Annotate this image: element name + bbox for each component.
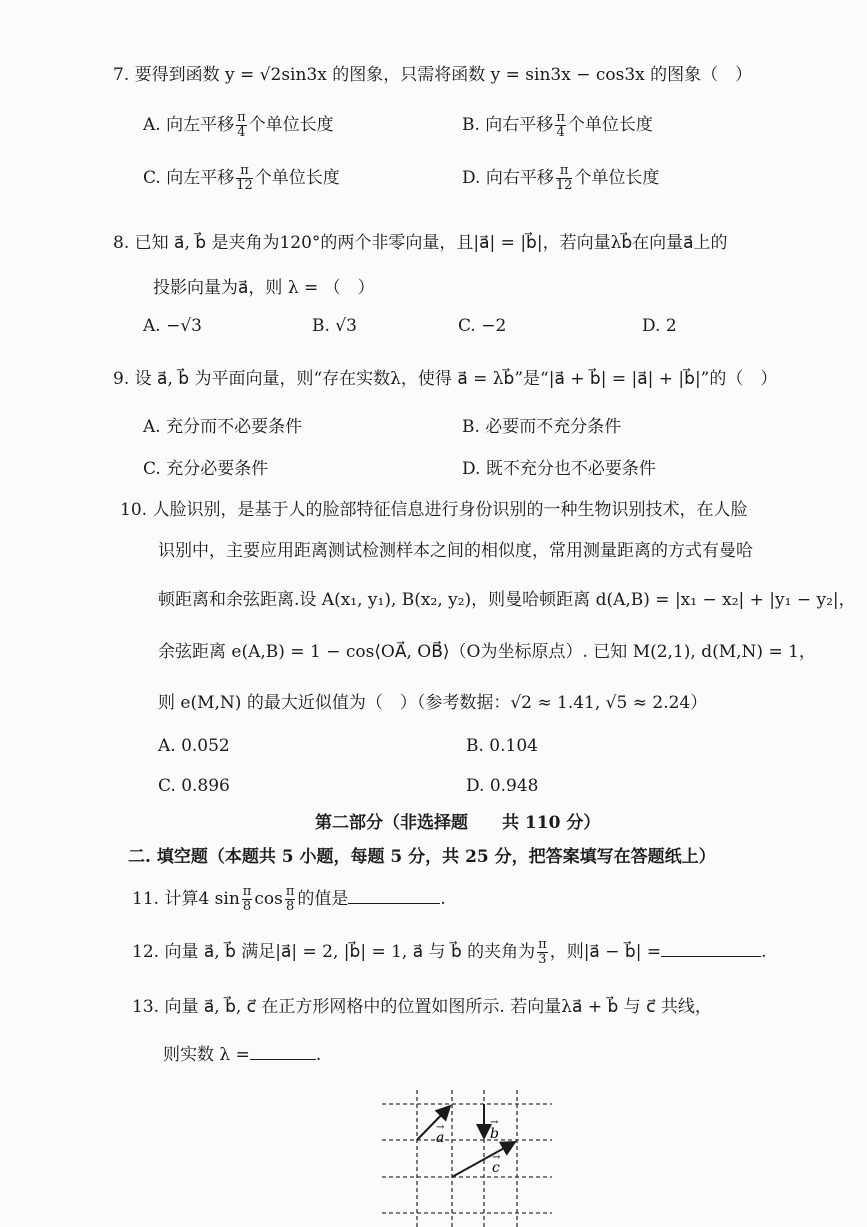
vector-c-arrow-mark: → bbox=[492, 1152, 501, 1163]
vector-b-arrow-mark: → bbox=[490, 1117, 499, 1128]
q7-option-c: C. 向左平移 $\frac{\pi}{12}$ 个单位长度 bbox=[143, 163, 340, 193]
q8-option-d: D. 2 bbox=[642, 316, 677, 336]
q9-option-d: D. 既不充分也不必要条件 bbox=[462, 459, 656, 479]
vector-a-arrow-mark: → bbox=[436, 1122, 445, 1133]
q10-stem-line1: 10. 人脸识别，是基于人的脸部特征信息进行身份识别的一种生物识别技术，在人脸 bbox=[120, 500, 748, 520]
q12-answer-blank[interactable] bbox=[661, 956, 761, 957]
q8-option-b: B. √3 bbox=[312, 316, 357, 336]
vector-grid-figure bbox=[382, 1090, 552, 1227]
q9-option-c: C. 充分必要条件 bbox=[143, 459, 269, 479]
q8-option-c: C. −2 bbox=[458, 316, 507, 336]
q10-option-a: A. 0.052 bbox=[158, 736, 230, 756]
q10-stem-line3: 顿距离和余弦距离.设 A(x₁, y₁), B(x₂, y₂)，则曼哈顿距离 d(A,B) = |x₁ − x₂| + |y₁ − y₂|， bbox=[158, 590, 856, 610]
q10-stem-line5: 则 e(M,N) 的最大近似值为（ ）（参考数据：√2 ≈ 1.41, √5 ≈ 2.24） bbox=[158, 693, 708, 713]
q11-answer-blank[interactable] bbox=[348, 903, 440, 904]
q10-option-d: D. 0.948 bbox=[466, 776, 539, 796]
q10-option-b: B. 0.104 bbox=[466, 736, 538, 756]
q13-answer-blank[interactable] bbox=[250, 1059, 316, 1060]
q13-stem-line1: 13. 向量 a⃗, b⃗, c⃗ 在正方形网格中的位置如图所示. 若向量λa⃗ + b⃗ 与 c⃗ 共线， bbox=[132, 997, 712, 1017]
q9-stem: 9. 设 a⃗, b⃗ 为平面向量，则“存在实数λ，使得 a⃗ = λb⃗”是“|a⃗ + b⃗| = |a⃗| + |b⃗|”的（ ） bbox=[113, 369, 778, 389]
q8-option-a: A. −√3 bbox=[143, 316, 202, 336]
section2-heading: 二. 填空题（本题共 5 小题，每题 5 分，共 25 分，把答案填写在答题纸上） bbox=[128, 847, 716, 867]
q7-option-a: A. 向左平移 $\frac{\pi}{4}$ 个单位长度 bbox=[143, 110, 334, 140]
q12-stem: 12. 向量 a⃗, b⃗ 满足|a⃗| = 2, |b⃗| = 1, a⃗ 与 b⃗ 的夹角为 $\frac{\pi}{3}$ ，则|a⃗ − b⃗| = . bbox=[132, 937, 767, 967]
q7-option-d: D. 向右平移 $\frac{\pi}{12}$ 个单位长度 bbox=[462, 163, 660, 193]
part2-heading: 第二部分（非选择题 共 110 分） bbox=[315, 813, 601, 833]
q10-stem-line2: 识别中，主要应用距离测试检测样本之间的相似度，常用测量距离的方式有曼哈 bbox=[158, 541, 753, 561]
vector-c-label: c bbox=[492, 1160, 500, 1176]
q7-stem: 7. 要得到函数 y = √2sin3x 的图象，只需将函数 y = sin3x − cos3x 的图象（ ） bbox=[113, 65, 753, 85]
q10-option-c: C. 0.896 bbox=[158, 776, 230, 796]
q9-option-b: B. 必要而不充分条件 bbox=[462, 417, 622, 437]
q13-stem-line2: 则实数 λ = . bbox=[163, 1045, 322, 1065]
q8-stem-line2: 投影向量为a⃗，则 λ = （ ） bbox=[153, 278, 375, 298]
q9-option-a: A. 充分而不必要条件 bbox=[143, 417, 303, 437]
q10-stem-line4: 余弦距离 e(A,B) = 1 − cos⟨OA⃗, OB⃗⟩（O为坐标原点）. 已知 M(2,1), d(M,N) = 1， bbox=[158, 642, 816, 662]
grid-lines bbox=[382, 1090, 552, 1227]
vector-a-label: a bbox=[436, 1130, 445, 1146]
vector-b-label: b bbox=[490, 1126, 499, 1142]
vector-a-arrow bbox=[417, 1106, 450, 1140]
q7-option-b: B. 向右平移 $\frac{\pi}{4}$ 个单位长度 bbox=[462, 110, 653, 140]
q11-stem: 11. 计算4 sin $\frac{\pi}{8}$ cos $\frac{\pi}{8}$ 的值是 . bbox=[132, 884, 446, 914]
q8-stem-line1: 8. 已知 a⃗, b⃗ 是夹角为120°的两个非零向量，且|a⃗| = |b⃗|，若向量λb⃗在向量a⃗上的 bbox=[113, 233, 728, 253]
